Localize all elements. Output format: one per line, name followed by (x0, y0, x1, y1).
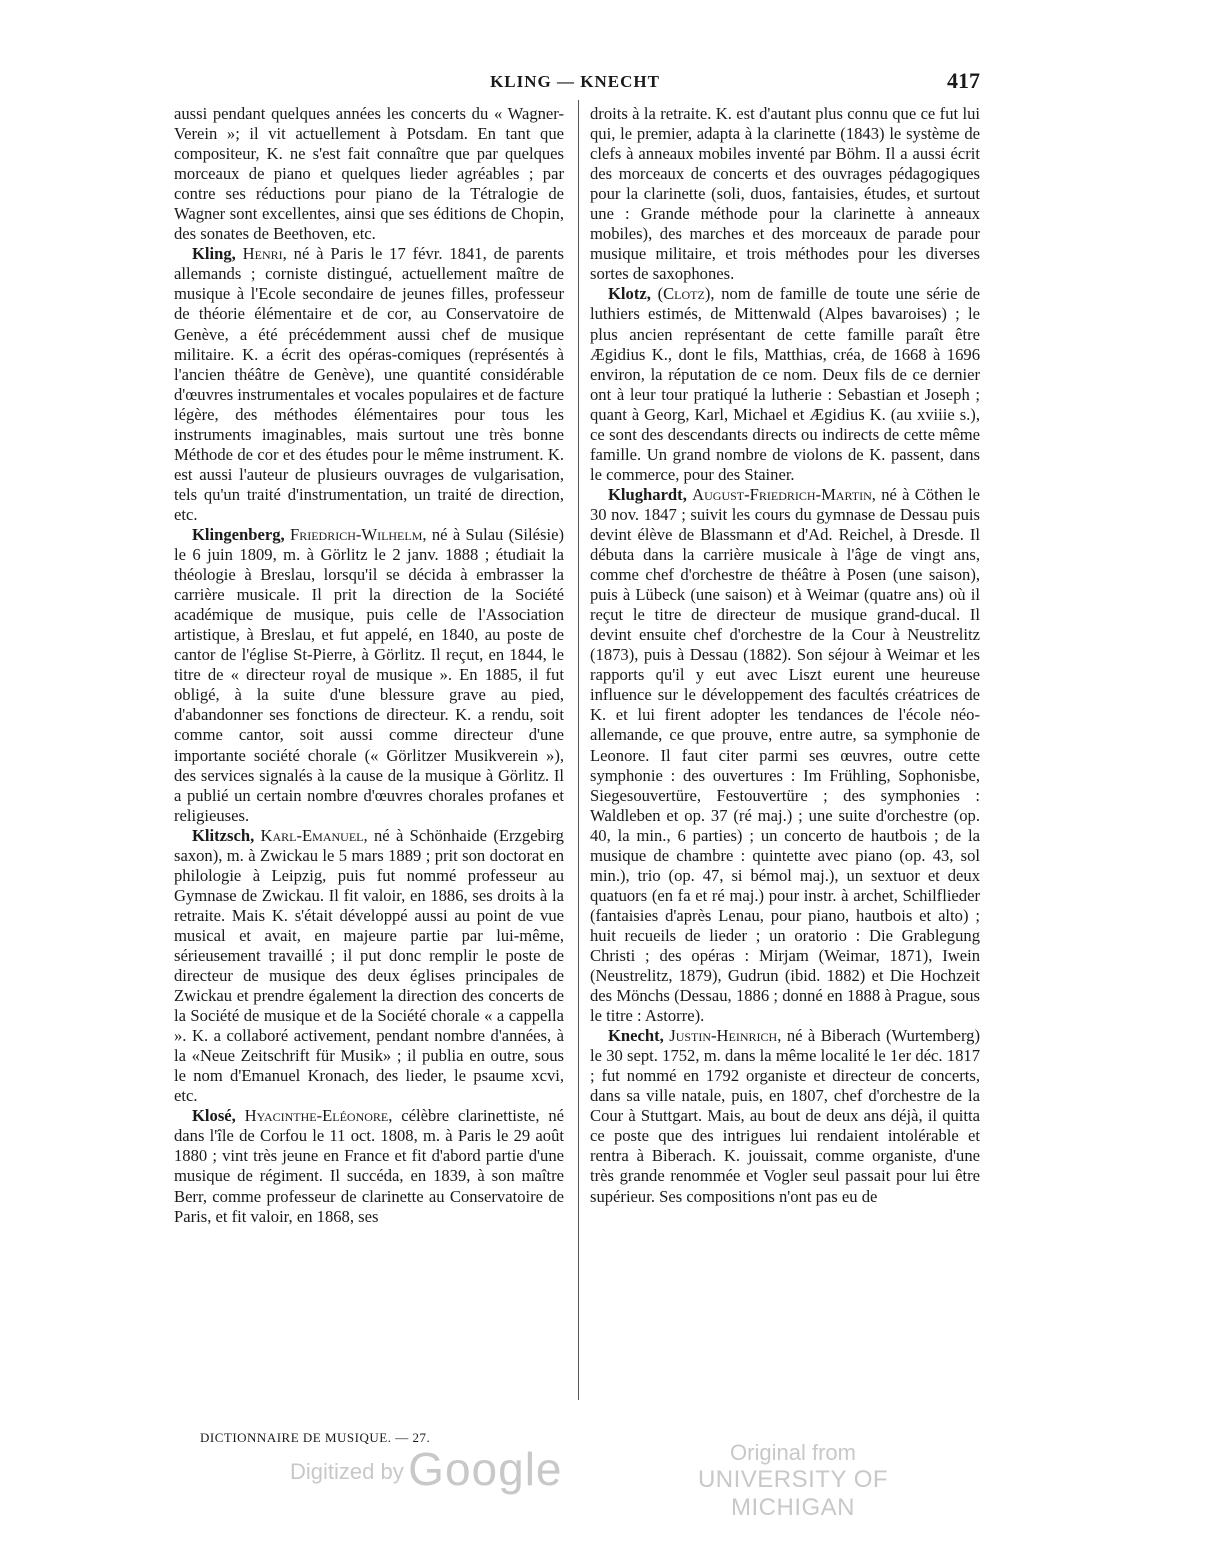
running-title: KLING — KNECHT (490, 72, 660, 91)
forename: Friedrich-Wilhelm, (289, 524, 427, 544)
entry-kling (174, 244, 564, 525)
headword: Klingenberg, (192, 524, 285, 544)
forename: Karl-Emanuel, (260, 825, 368, 845)
page-number: 417 (947, 68, 980, 93)
running-header (170, 68, 980, 102)
entry-text: né à Schönhaide (Erzgebirg saxon), m. à Zwickau le 5 mars 1889 ; prit son doctorat en philologie à Leipzig, puis fut nommé professeur au Gymnase de Zwickau. Il fit valoir, en 1886, ses droits à la retraite. Mais K. s'était développé aussi au point de vue musical et avait, en majeure partie par lui-même, sérieusement travaillé ; il put donc remplir le poste de directeur de musique des deux églises principales de Zwickau et prendre également la direction des concerts de la Société de musique et de la Société chorale « a cappella ». K. a collaboré activement, pendant nombre d'années, à la «Neue Zeitschrift für Musik» ; il publia en outre, sous le nom d'Emanuel Kronach, des lieder, le psaume xcvi, etc. (174, 825, 564, 1106)
column-divider (578, 100, 579, 1400)
entry-klotz (590, 284, 980, 484)
entry-text: célèbre clarinettiste, né dans l'île de Corfou le 11 oct. 1808, m. à Paris le 29 août 1880 ; vint très jeune en France et fit d'abord partie d'une musique de régiment. Il succéda, en 1839, à son maître Berr, comme professeur de clarinette au Conservatoire de Paris, et fit valoir, en 1868, ses (174, 1106, 564, 1226)
headword: Klotz, (608, 284, 651, 304)
digitized-by-watermark (290, 1442, 563, 1496)
original-from-label: Original from (730, 1440, 856, 1465)
entry-klughardt (590, 485, 980, 1026)
entry-text: nom de famille de toute une série de luthiers estimés, de Mittenwald (Alpes bavaroises) ; le plus ancien représentant de cette famille paraît être Ægidius K., dont le fils, Matthias, créa, de 1668 à 1696 environ, la réputation de ce nom. Deux fils de ce dernier ont à leur tour pratiqué la lutherie : Sebastian et Joseph ; quant à Georg, Karl, Michael et Ægidius K. (au xviiie s.), ce sont des descendants directs ou indirects de cette même famille. Un grand nombre de violons de K. passent, dans le commerce, pour des Stainer. (590, 284, 981, 484)
forename: Justin-Heinrich, (669, 1026, 782, 1046)
digitized-prefix: Digitized by (290, 1459, 404, 1484)
forename: August-Friedrich-Martin, (692, 484, 876, 504)
entry-klingenberg (174, 525, 564, 826)
headword: Klosé, (192, 1106, 236, 1126)
forename: Henri, (242, 244, 287, 264)
right-column (590, 104, 980, 1207)
headword: Klitzsch, (192, 825, 255, 845)
headword: Kling, (192, 244, 236, 264)
entry-klose (174, 1106, 564, 1226)
google-logo: Google (408, 1443, 563, 1495)
entry-text: né à Sulau (Silésie) le 6 juin 1809, m. à Görlitz le 2 janv. 1888 ; étudiait la théologie à Breslau, lorsqu'il se décida à embrasser la carrière musicale. Il prit la direction de la Société académique de musique, puis celle de l'Association artistique, à Breslau, et fut appelé, en 1840, au poste de cantor de l'église St-Pierre, à Görlitz. Il reçut, en 1844, le titre de « directeur royal de musique ». En 1885, il fut obligé, à la suite d'une blessure grave au pied, d'abandonner ses fonctions de directeur. K. a rendu, soit comme cantor, soit aussi comme directeur d'une importante société chorale (« Görlitzer Musikverein »), des services signalés à la cause de la musique à Görlitz. Il a publié un certain nombre d'œuvres chorales profanes et religieuses. (174, 524, 564, 825)
entry-text: né à Biberach (Wurtemberg) le 30 sept. 1752, m. dans la même localité le 1er déc. 1817 ; fut nommé en 1792 organiste et directeur de concerts, dans sa ville natale, puis, en 1807, chef d'orchestre de la Cour à Stuttgart. Mais, au bout de deux ans déjà, il quitta ce poste que des intrigues lui rendaient intolérable et rentra à Biberach. K. jouissait, comme organiste, d'une très grande renommée et Vogler seul passait pour lui être supérieur. Ses compositions n'ont pas eu de (590, 1026, 980, 1206)
original-from-watermark (668, 1440, 918, 1522)
headword: Klughardt, (608, 484, 687, 504)
continued-paragraph: droits à la retraite. K. est d'autant plus connu que ce fut lui qui, le premier, adapta à la clarinette (1843) le système de clefs à anneaux mobiles inventé par Böhm. Il a aussi écrit des morceaux de concerts et des ouvrages pédagogiques pour la clarinette (soli, duos, fantaisies, études, et surtout une : Grande méthode pour la clarinette à anneaux mobiles), des marches et des morceaux de parade pour musique militaire, et trois méthodes pour les diverses sortes de saxophones. (590, 104, 980, 284)
continued-paragraph: aussi pendant quelques années les concerts du « Wagner-Verein »; il vit actuellement à Potsdam. En tant que compositeur, K. ne s'est fait connaître que par quelques morceaux de piano et quelques lieder agréables ; par contre ses réductions pour piano de la Tétralogie de Wagner sont excellentes, ainsi que ses éditions de Chopin, des sonates de Beethoven, etc. (174, 104, 564, 244)
entry-text: né à Paris le 17 févr. 1841, de parents allemands ; corniste distingué, actuellement maître de musique à l'Ecole secondaire de jeunes filles, professeur de théorie élémentaire et de cor, au Conservatoire de Genève, a été précédemment aussi chef de musique militaire. K. a écrit des opéras-comiques (représentés à l'ancien théâtre de Genève), une quantité considérable d'œuvres instrumentales et vocales populaires et de facture légère, des méthodes élémentaires pour tous les instruments imaginables, mais surtout une très bonne Méthode de cor et des études pour le même instrument. K. est aussi l'auteur de plusieurs ouvrages de vulgarisation, tels qu'un traité d'instrumentation, un traité de direction, etc. (174, 244, 564, 524)
forename: (Clotz), (657, 284, 715, 304)
entry-klitzsch (174, 826, 564, 1107)
forename: Hyacinthe-Eléonore, (244, 1106, 393, 1126)
left-column (174, 104, 564, 1227)
signature-line: DICTIONNAIRE DE MUSIQUE. — 27. (200, 1430, 431, 1445)
entry-text: né à Cöthen le 30 nov. 1847 ; suivit les cours du gymnase de Dessau puis devint élève de Blassmann et d'Ad. Reichel, à Dresde. Il débuta dans la carrière musicale à l'âge de vingt ans, comme chef d'orchestre de théâtre à Posen (une saison), puis à Lübeck (une saison) et à Weimar (quatre ans) où il reçut le titre de directeur de musique grand-ducal. Il devint ensuite chef d'orchestre de la Cour à Neustrelitz (1873), puis à Dessau (1882). Son séjour à Weimar et les rapports qu'il y eut avec Liszt eurent une heureuse influence sur le développement des facultés créatrices de K. et lui firent adopter les tendances de l'école néo-allemande, ce que prouve, entre autre, sa symphonie de Leonore. Il faut citer parmi ses œuvres, outre cette symphonie : des ouvertures : Im Frühling, Sophonisbe, Siegesouvertüre, Festouvertüre ; des symphonies : Waldleben et op. 37 (ré maj.) ; une suite d'orchestre (op. 40, la min., 6 parties) ; un concerto de hautbois ; de la musique de chambre : quintette avec piano (op. 43, sol min.), trio (op. 47, si bémol maj.), un sextuor et deux quatuors (en fa et ré maj.) pour instr. à archet, Schilflieder (fantaisies d'après Lenau, pour piano, hautbois et alto) ; huit recueils de lieder ; un oratorio : Die Grablegung Christi ; des opéras : Mirjam (Weimar, 1871), Iwein (Neustrelitz, 1879), Gudrun (ibid. 1882) et Die Hochzeit des Mönchs (Dessau, 1886 ; donné en 1888 à Prague, sous le titre : Astorre). (590, 484, 981, 1026)
university-label: UNIVERSITY OF MICHIGAN (697, 1466, 889, 1521)
entry-knecht (590, 1026, 980, 1206)
headword: Knecht, (608, 1026, 664, 1046)
